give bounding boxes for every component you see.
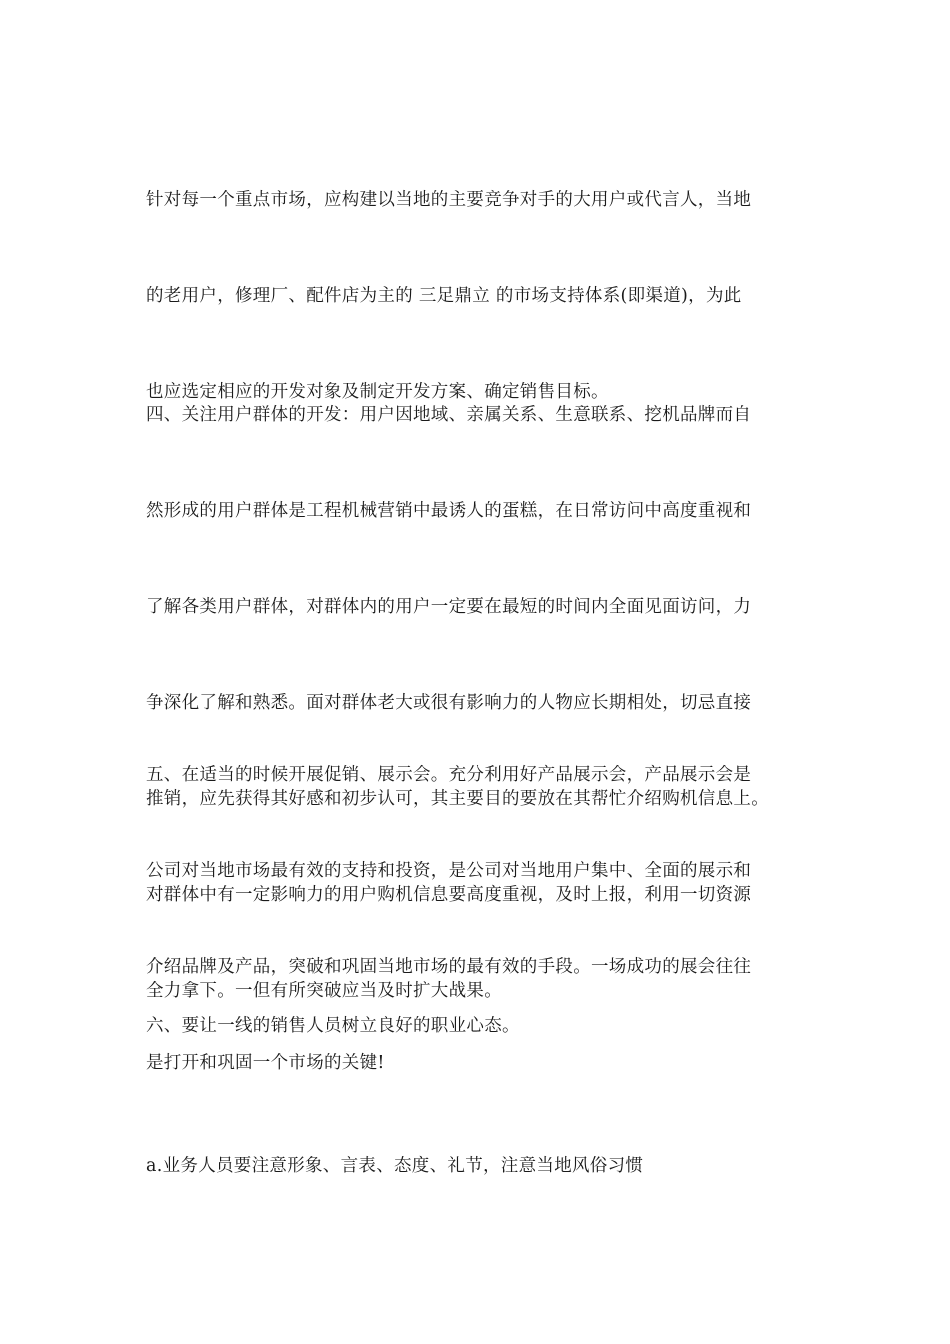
- text-line: 然形成的用户群体是工程机械营销中最诱人的蛋糕，在日常访问中高度重视和: [146, 501, 752, 521]
- paragraph-section-six: [146, 946, 811, 1106]
- text-line: 了解各类用户群体，对群体内的用户一定要在最短的时间内全面见面访问，力: [146, 597, 752, 617]
- text-line: a.业务人员要注意形象、言表、态度、礼节，注意当地风俗习惯: [146, 1156, 644, 1176]
- text-line: 五、在适当的时候开展促销、展示会。充分利用好产品展示会，产品展示会是: [146, 765, 752, 785]
- paragraph-item-a: [146, 1086, 811, 1246]
- text-line: 四、关注用户群体的开发：用户因地域、亲属关系、生意联系、挖机品牌而自: [146, 405, 752, 425]
- text-line: 针对每一个重点市场，应构建以当地的主要竞争对手的大用户或代言人，当地: [146, 190, 752, 210]
- text-line: 公司对当地市场最有效的支持和投资，是公司对当地用户集中、全面的展示和: [146, 861, 752, 881]
- text-line: 对群体中有一定影响力的用户购机信息要高度重视，及时上报，利用一切资源: [146, 885, 752, 905]
- text-line: 六、要让一线的销售人员树立良好的职业心态。: [146, 1016, 520, 1036]
- text-line: 推销，应先获得其好感和初步认可，其主要目的要放在其帮忙介绍购机信息上。: [146, 789, 769, 809]
- text-line: 的老用户，修理厂、配件店为主的 三足鼎立 的市场支持体系(即渠道)，为此: [146, 286, 742, 306]
- text-line: 全力拿下。一但有所突破应当及时扩大战果。: [146, 981, 502, 1001]
- text-line: 介绍品牌及产品，突破和巩固当地市场的最有效的手段。一场成功的展会往往: [146, 957, 752, 977]
- text-line: 争深化了解和熟悉。面对群体老大或很有影响力的人物应长期相处，切忌直接: [146, 693, 752, 713]
- text-line: 是打开和巩固一个市场的关键!: [146, 1053, 385, 1073]
- text-line: 也应选定相应的开发对象及制定开发方案、确定销售目标。: [146, 382, 609, 402]
